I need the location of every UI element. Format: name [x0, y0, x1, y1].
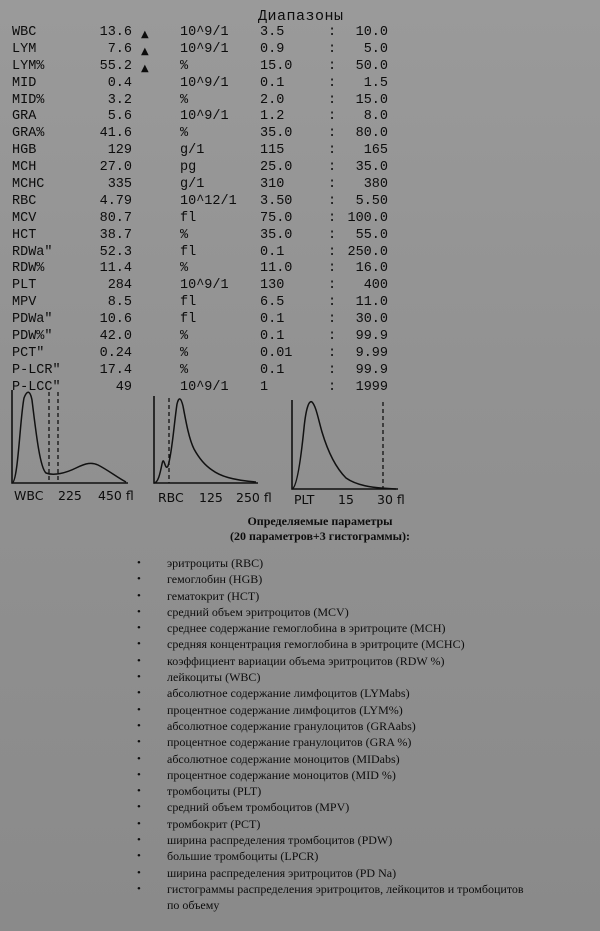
parameter-item: • эритроциты (RBC)	[0, 555, 527, 571]
result-value: 55.2	[99, 58, 132, 74]
rbc-histogram	[152, 394, 260, 486]
range-separator: :	[328, 295, 337, 311]
range-separator: :	[328, 41, 337, 57]
result-flag: ▲	[141, 45, 149, 57]
result-unit: %	[180, 126, 189, 142]
result-unit: 10^12/1	[180, 193, 237, 209]
result-name: PDWa"	[12, 312, 53, 328]
result-unit: %	[180, 329, 189, 345]
result-name: PDW%"	[12, 329, 53, 345]
result-name: LYM%	[12, 58, 45, 74]
result-unit: fl	[180, 210, 197, 226]
result-unit: %	[180, 345, 189, 361]
result-name: PLT	[12, 278, 37, 294]
result-unit: pg	[180, 160, 197, 176]
result-value: 8.5	[107, 295, 132, 311]
range-low: 3.5	[260, 25, 285, 40]
wbc-axis-name: WBC	[14, 488, 44, 503]
result-unit: %	[180, 362, 189, 378]
parameter-item: • среднее содержание гемоглобина в эритроците (MCH)	[0, 620, 527, 636]
result-name: WBC	[12, 25, 37, 40]
result-flag: ▲	[141, 29, 149, 40]
result-name: GRA	[12, 109, 37, 125]
rbc-axis-end: 250 fl	[236, 490, 272, 505]
rbc-axis-mid: 125	[199, 490, 223, 505]
result-value: 129	[107, 143, 132, 159]
parameter-item: • коэффициент вариации объема эритроцитов (RDW %)	[0, 653, 527, 669]
range-low: 25.0	[260, 160, 293, 176]
range-low: 15.0	[260, 58, 293, 74]
parameter-item: • абсолютное содержание моноцитов (MIDabs)	[0, 751, 527, 767]
result-value: 5.6	[107, 109, 132, 125]
result-name: RDWa"	[12, 244, 53, 260]
result-value: 42.0	[99, 329, 132, 345]
rbc-axis-name: RBC	[158, 490, 184, 505]
range-separator: :	[328, 109, 337, 125]
result-value: 41.6	[99, 126, 132, 142]
range-separator: :	[328, 92, 337, 108]
ranges-heading: Диапазоны	[258, 8, 344, 25]
parameter-item: • средний объем эритроцитов (MCV)	[0, 604, 527, 620]
plt-axis-mid: 15	[338, 492, 354, 507]
result-unit: g/1	[180, 143, 205, 159]
range-low: 0.1	[260, 244, 285, 260]
result-unit: 10^9/1	[180, 75, 229, 91]
parameter-item: • абсолютное содержание гранулоцитов (GRAabs)	[0, 718, 527, 734]
result-unit: 10^9/1	[180, 379, 229, 395]
range-low: 0.1	[260, 75, 285, 91]
result-name: P-LCR"	[12, 362, 61, 378]
range-low: 0.1	[260, 312, 285, 328]
range-separator: :	[328, 210, 337, 226]
range-low: 0.1	[260, 362, 285, 378]
parameter-item: • абсолютное содержание лимфоцитов (LYMabs)	[0, 685, 527, 701]
parameter-item: • процентное содержание гранулоцитов (GRA %)	[0, 734, 527, 750]
range-high: 80.0	[355, 126, 388, 142]
range-low: 1	[260, 379, 269, 395]
range-high: 8.0	[363, 109, 388, 125]
range-separator: :	[328, 379, 337, 395]
range-low: 2.0	[260, 92, 285, 108]
range-high: 99.9	[355, 362, 388, 378]
parameter-item: • гематокрит (HCT)	[0, 588, 527, 604]
range-high: 100.0	[347, 210, 388, 226]
range-low: 3.50	[260, 193, 293, 209]
wbc-axis-mid: 225	[58, 488, 82, 503]
parameter-item: • гемоглобин (HGB)	[0, 571, 527, 587]
result-unit: 10^9/1	[180, 41, 229, 57]
range-high: 55.0	[355, 227, 388, 243]
range-high: 165	[363, 143, 388, 159]
parameter-item: • тромбокрит (PCT)	[0, 816, 527, 832]
range-high: 1999	[355, 379, 388, 395]
result-name: HGB	[12, 143, 37, 159]
result-name: P-LCC"	[12, 379, 61, 395]
range-separator: :	[328, 345, 337, 361]
range-high: 16.0	[355, 261, 388, 277]
result-unit: g/1	[180, 177, 205, 193]
parameter-item: • процентное содержание лимфоцитов (LYM%)	[0, 702, 527, 718]
result-unit: 10^9/1	[180, 109, 229, 125]
result-value: 3.2	[107, 92, 132, 108]
range-separator: :	[328, 25, 337, 40]
range-high: 11.0	[355, 295, 388, 311]
result-unit: 10^9/1	[180, 278, 229, 294]
result-unit: 10^9/1	[180, 25, 229, 40]
range-separator: :	[328, 362, 337, 378]
result-unit: fl	[180, 244, 197, 260]
result-value: 17.4	[99, 362, 132, 378]
result-name: PCT"	[12, 345, 45, 361]
range-high: 50.0	[355, 58, 388, 74]
range-low: 35.0	[260, 227, 293, 243]
result-value: 7.6	[107, 41, 132, 57]
range-separator: :	[328, 143, 337, 159]
range-separator: :	[328, 278, 337, 294]
range-separator: :	[328, 329, 337, 345]
result-value: 13.6	[99, 25, 132, 40]
range-separator: :	[328, 177, 337, 193]
range-separator: :	[328, 75, 337, 91]
parameter-item: • большие тромбоциты (LPCR)	[0, 848, 527, 864]
result-name: MCHC	[12, 177, 45, 193]
result-value: 52.3	[99, 244, 132, 260]
range-separator: :	[328, 58, 337, 74]
parameter-item: • средняя концентрация гемоглобина в эритроците (MCHC)	[0, 636, 527, 652]
range-high: 400	[363, 278, 388, 294]
result-unit: %	[180, 92, 189, 108]
result-name: MPV	[12, 295, 37, 311]
range-low: 1.2	[260, 109, 285, 125]
result-name: MCH	[12, 160, 37, 176]
plt-axis-name: PLT	[294, 492, 315, 507]
result-name: MID%	[12, 92, 45, 108]
range-low: 130	[260, 278, 285, 294]
result-value: 10.6	[99, 312, 132, 328]
range-separator: :	[328, 126, 337, 142]
range-high: 30.0	[355, 312, 388, 328]
range-low: 0.9	[260, 41, 285, 57]
range-low: 115	[260, 143, 285, 159]
range-high: 15.0	[355, 92, 388, 108]
parameter-item: • лейкоциты (WBC)	[0, 669, 527, 685]
range-low: 35.0	[260, 126, 293, 142]
parameter-item: • гистограммы распределения эритроцитов, лейкоцитов и тромбоцитов по объему	[0, 881, 527, 914]
result-name: LYM	[12, 41, 37, 57]
range-high: 250.0	[347, 244, 388, 260]
result-name: RBC	[12, 193, 37, 209]
result-value: 11.4	[99, 261, 132, 277]
result-name: MCV	[12, 210, 37, 226]
plt-histogram	[290, 398, 400, 492]
range-low: 75.0	[260, 210, 293, 226]
parameters-subtitle: (20 параметров+3 гистограммы):	[229, 529, 411, 543]
range-low: 0.01	[260, 345, 293, 361]
parameter-item: • тромбоциты (PLT)	[0, 783, 527, 799]
range-high: 99.9	[355, 329, 388, 345]
result-unit: fl	[180, 295, 197, 311]
result-unit: %	[180, 227, 189, 243]
range-high: 380	[363, 177, 388, 193]
parameter-item: • средний объем тромбоцитов (MPV)	[0, 799, 527, 815]
result-value: 27.0	[99, 160, 132, 176]
parameter-item: • процентное содержание моноцитов (MID %)	[0, 767, 527, 783]
plt-axis-end: 30 fl	[377, 492, 405, 507]
range-low: 310	[260, 177, 285, 193]
range-high: 5.0	[363, 41, 388, 57]
range-separator: :	[328, 227, 337, 243]
result-unit: %	[180, 261, 189, 277]
range-low: 0.1	[260, 329, 285, 345]
parameters-section	[0, 514, 600, 914]
range-high: 10.0	[355, 25, 388, 40]
result-name: HCT	[12, 227, 37, 243]
result-value: 0.4	[107, 75, 132, 91]
range-low: 11.0	[260, 261, 293, 277]
result-value: 4.79	[99, 193, 132, 209]
range-separator: :	[328, 312, 337, 328]
result-name: GRA%	[12, 126, 45, 142]
range-high: 5.50	[355, 193, 388, 209]
result-value: 0.24	[99, 345, 132, 361]
wbc-axis-end: 450 fl	[98, 488, 134, 503]
range-high: 35.0	[355, 160, 388, 176]
result-name: MID	[12, 75, 37, 91]
result-unit: fl	[180, 312, 197, 328]
range-low: 6.5	[260, 295, 285, 311]
result-value: 49	[115, 379, 132, 395]
range-high: 1.5	[363, 75, 388, 91]
parameter-item: • ширина распределения эритроцитов (PD Na)	[0, 865, 527, 881]
result-flag: ▲	[141, 62, 149, 74]
range-separator: :	[328, 160, 337, 176]
wbc-histogram	[10, 388, 130, 486]
result-name: RDW%	[12, 261, 45, 277]
result-value: 284	[107, 278, 132, 294]
range-separator: :	[328, 244, 337, 260]
range-separator: :	[328, 193, 337, 209]
parameter-item: • ширина распределения тромбоцитов (PDW)	[0, 832, 527, 848]
result-unit: %	[180, 58, 189, 74]
range-high: 9.99	[355, 345, 388, 361]
result-value: 335	[107, 177, 132, 193]
parameters-list	[0, 555, 600, 914]
result-value: 80.7	[99, 210, 132, 226]
range-separator: :	[328, 261, 337, 277]
result-value: 38.7	[99, 227, 132, 243]
parameters-title: Определяемые параметры	[247, 514, 393, 528]
